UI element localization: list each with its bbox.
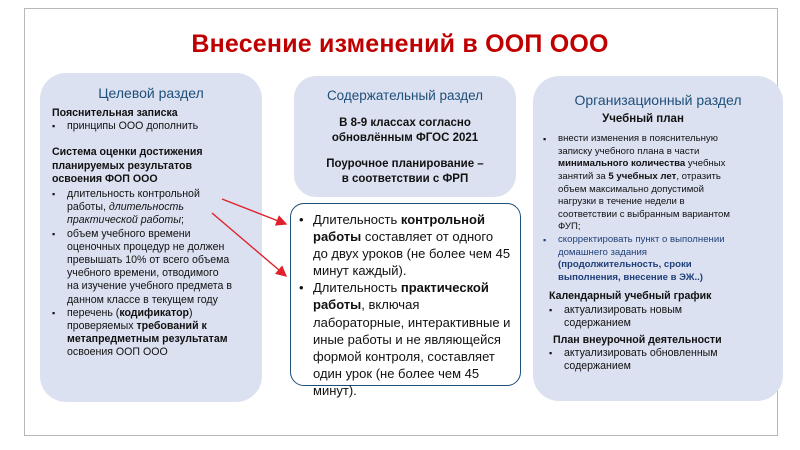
system-title-line: планируемых результатов (52, 159, 193, 172)
note-title: Пояснительная записка (52, 107, 178, 119)
box-text-bold: практической работы (313, 280, 489, 313)
box-text: Длительность (313, 212, 401, 227)
content-line: Поурочное планирование – (326, 158, 484, 170)
calendar-text: актуализировать новым содержанием (564, 303, 683, 329)
plan-text: скорректировать пункт о выполнении домашнего задания (558, 233, 725, 258)
content-line: в соответствии с ФРП (341, 172, 469, 185)
item-text: длительность контрольной (67, 188, 200, 201)
box-text: составляет от одного до двух уроков (не более чем 45 минут каждый). (313, 229, 511, 279)
system-title-line: Система оценки достижения (52, 146, 203, 159)
extra-text: актуализировать обновленным содержанием (564, 347, 718, 373)
plan-title: Учебный план (602, 113, 684, 125)
item-text: работы, (67, 201, 109, 214)
item-text: ; (181, 214, 184, 227)
page-title: Внесение изменений в ООП ООО (191, 30, 609, 58)
plan-text-bold: минимального количества (558, 158, 686, 170)
extra-title: План внеурочной деятельности (553, 333, 722, 346)
calendar-title: Календарный учебный график (549, 290, 712, 303)
plan-text-bold: (продолжительность, сроки выполнения, внесение в ЭЖ..) (558, 259, 703, 283)
plan-text: учебных занятий за (558, 158, 726, 182)
item-text-bold: требований к метапредметным результатам (67, 320, 228, 346)
box-text: , включая лабораторные, интерактивные и иные работы и не являющейся формой контроля, составляет один урок (не более чем 45 минут). (313, 297, 511, 398)
item-text-italic: длительность (108, 201, 184, 214)
item-text-bold: кодификатор (119, 306, 190, 319)
item-text: ) проверяемых (67, 306, 193, 333)
plan-text: внести изменения в пояснительную записку учебного плана в части (558, 133, 718, 157)
content-line: обновлённым ФГОС 2021 (331, 131, 479, 144)
organizational-section-header: Организационный раздел (574, 92, 742, 108)
item-text: перечень ( (67, 306, 120, 319)
arrow-to-control-work (222, 199, 286, 224)
item-text: освоения ООП ООО (67, 346, 168, 359)
box-text-bold: контрольной работы (313, 212, 485, 245)
content-section-header: Содержательный раздел (326, 88, 484, 103)
target-section-header: Целевой раздел (98, 85, 204, 101)
arrow-to-practical-work (212, 213, 286, 276)
content-line: В 8-9 классах согласно (339, 117, 471, 129)
plan-text: , отразить объем максимально допустимой нагрузки в течение недели в соответствии с выбранным вариантом ФУП; (558, 170, 730, 233)
system-title-line: освоения ФОП ООО (52, 172, 158, 185)
note-item-text: принципы ООО дополнить (67, 120, 199, 133)
plan-text-bold: 5 учебных лет (608, 170, 677, 182)
item-text-italic: практической работы (67, 214, 181, 227)
item-text: объем учебного времени оценочных процедур не должен превышать 10% от всего объема учебного времени, отводимого на изучение учебного предмета в данном классе в текущем году (67, 227, 233, 306)
box-text: Длительность (313, 280, 401, 296)
